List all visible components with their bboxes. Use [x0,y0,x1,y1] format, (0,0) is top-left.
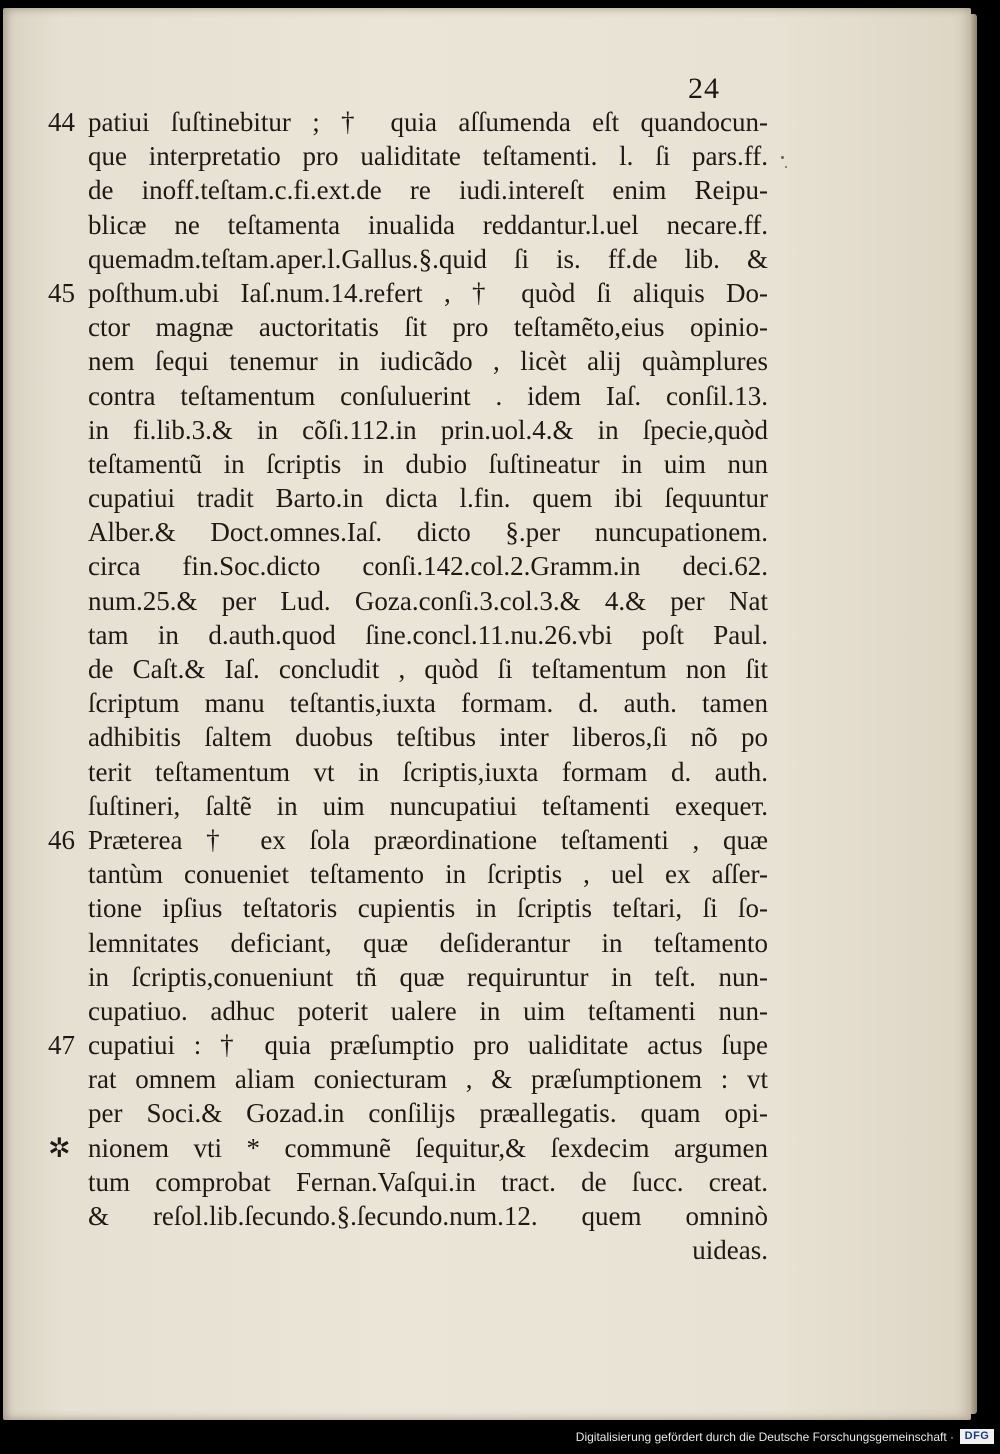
text-line [0,584,1000,618]
text-line [0,1131,1000,1165]
text-line [0,105,1000,139]
footer-bar [0,1420,1000,1454]
line-text: de inoff.teſtam.c.fi.ext.de re iudi.intereſt enim Reipu- [88,175,768,206]
line-text: adhibitis ſaltem duobus teſtibus inter liberos,ſi nõ po [88,722,768,753]
line-text: blicæ ne teſtamenta inualida reddantur.l.uel necare.ff. [88,209,768,240]
line-text: nem ſequi tenemur in iudicãdo , licèt alij quàmplures [88,346,768,377]
line-text: circa fin.Soc.dicto conſi.142.col.2.Gramm.in deci.62. [88,551,768,582]
text-line [0,379,1000,413]
line-text: ſcriptum manu teſtantis,iuxta formam. d. auth. tamen [88,688,768,719]
text-line [0,1096,1000,1130]
line-text: tione ipſius teſtatoris cupientis in ſcriptis teſtari, ſi ſo- [88,893,768,924]
line-text: ctor magnæ auctoritatis ſit pro teſtamẽto,eius opinio- [88,312,768,343]
text-line [0,686,1000,720]
line-text: in fi.lib.3.& in cõſi.112.in prin.uol.4.& in ſpecie,quòd [88,414,768,445]
text-line [0,857,1000,891]
text-line [0,789,1000,823]
line-text: tum comprobat Fernan.Vaſqui.in tract. de ſucc. creat. [88,1166,768,1197]
text-line [0,823,1000,857]
page-number: 24 [688,72,720,105]
text-line [0,344,1000,378]
dfg-logo-icon: DFG [960,1429,994,1444]
line-text: Præterea † ex ſola præordinatione teſtamenti , quæ [88,824,768,855]
line-text: patiui ſuſtinebitur ; † quia aſſumenda eſt quandocun- [88,107,768,137]
margin-note-number: 45 [48,277,75,308]
line-text: cupatiuo. adhuc poterit ualere in uim teſtamenti nun- [88,995,768,1026]
body-text [0,105,1000,1267]
margin-note-number: 44 [48,107,75,137]
line-text: cupatiui tradit Barto.in dicta l.fin. quem ibi ſequuntur [88,483,768,514]
text-line [0,1233,1000,1267]
line-text: tantùm conueniet teſtamento in ſcriptis , uel ex aſſer- [88,859,768,890]
line-text: Alber.& Doct.omnes.Iaſ. dicto §.per nuncupationem. [88,517,768,548]
text-line [0,1199,1000,1233]
text-line [0,242,1000,276]
line-text: terit teſtamentum vt in ſcriptis,iuxta formam d. auth. [88,756,768,787]
text-line [0,994,1000,1028]
text-line [0,447,1000,481]
text-line [0,139,1000,173]
text-line [0,310,1000,344]
line-text: ſuſtineri, ſaltẽ in uim nuncupatiui teſtamenti exequeт. [88,790,768,821]
text-line [0,1165,1000,1199]
text-line [0,1028,1000,1062]
line-text: cupatiui : † quia præſumptio pro ualiditate actus ſupe [88,1030,768,1061]
line-text: uideas. [692,1235,768,1266]
margin-note-number: 47 [48,1030,75,1061]
text-line [0,1062,1000,1096]
text-line [0,960,1000,994]
text-line [0,618,1000,652]
funding-credit: Digitalisierung gefördert durch die Deutsche Forschungsgemeinschaft · [575,1430,954,1444]
line-text: num.25.& per Lud. Goza.conſi.3.col.3.& 4.& per Nat [88,585,768,616]
text-line [0,652,1000,686]
text-line [0,173,1000,207]
line-text: tam in d.auth.quod ſine.concl.11.nu.26.vbi poſt Paul. [88,619,768,650]
line-text: rat omnem aliam coniecturam , & præſumptionem : vt [88,1064,768,1095]
line-text: lemnitates deficiant, quæ deſiderantur in teſtamento [88,927,768,958]
text-line [0,208,1000,242]
line-text: quemadm.teſtam.aper.l.Gallus.§.quid ſi is. ff.de lib. & [88,243,768,274]
line-text: teſtamentũ in ſcriptis in dubio ſuſtineatur in uim nun [88,448,768,479]
text-line [0,891,1000,925]
line-text: in ſcriptis,conueniunt tñ quæ requiruntur in teſt. nun- [88,961,768,992]
text-line [0,413,1000,447]
text-line [0,755,1000,789]
text-line [0,549,1000,583]
line-text: de Caſt.& Iaſ. concludit , quòd ſi teſtamentum non ſit [88,654,768,684]
text-line [0,515,1000,549]
text-line [0,720,1000,754]
margin-note-number: ✲ [48,1132,71,1163]
text-line [0,481,1000,515]
text-line [0,926,1000,960]
line-text: nionem vti * communẽ ſequitur,& ſexdecim argumen [88,1132,768,1163]
line-text: contra teſtamentum conſuluerint . idem Iaſ. conſil.13. [88,380,768,411]
line-text: & reſol.lib.ſecundo.§.ſecundo.num.12. quem omninò [88,1201,768,1231]
line-text: que interpretatio pro ualiditate teſtamenti. l. ſi pars.ff. [88,141,768,172]
line-text: per Soci.& Gozad.in conſilijs præallegatis. quam opi- [88,1098,768,1129]
line-text: poſthum.ubi Iaſ.num.14.refert , † quòd ſi aliquis Do- [88,277,768,308]
text-line [0,276,1000,310]
margin-note-number: 46 [48,824,75,855]
